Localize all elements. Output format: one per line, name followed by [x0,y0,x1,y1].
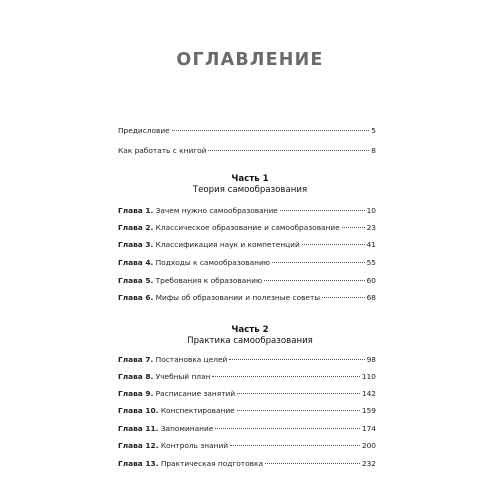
chapter-page: 110 [361,372,376,381]
chapter-number: Глава 6. [118,293,154,302]
chapter-number: Глава 13. [118,459,159,468]
chapter-page: 200 [361,441,376,450]
dot-leader [212,376,360,377]
chapter-page: 10 [366,206,376,215]
chapter-page: 23 [366,223,376,232]
chapter-number: Глава 1. [118,206,154,215]
dot-leader [172,130,370,131]
dot-leader [229,359,364,360]
toc-entry-how-to-use [118,146,376,156]
chapter-page: 159 [361,406,376,415]
toc-chapter-3 [118,240,376,250]
chapter-title: Подходы к самообразованию [155,258,271,267]
part-1-heading: Часть 1 [231,174,269,184]
chapter-title: Запоминание [160,424,214,433]
chapter-number: Глава 3. [118,240,154,249]
chapter-number: Глава 2. [118,223,154,232]
dot-leader [208,150,369,151]
chapter-title: Постановка целей [155,355,228,364]
toc-entry-label: Предисловие [118,126,170,135]
toc-chapter-11 [118,424,376,434]
chapter-page: 41 [366,240,376,249]
toc-chapter-8 [118,372,376,382]
chapter-page: 68 [366,293,376,302]
dot-leader [322,297,365,298]
chapter-title: Контроль знаний [160,441,229,450]
chapter-page: 60 [366,276,376,285]
chapter-title: Требования к образованию [155,276,263,285]
part-2-subtitle: Практика самообразования [187,336,313,346]
chapter-title: Расписание занятий [155,389,236,398]
toc-chapter-4 [118,258,376,268]
dot-leader [342,227,365,228]
chapter-page: 55 [366,258,376,267]
dot-leader [237,393,360,394]
toc-chapter-2 [118,223,376,233]
chapter-number: Глава 4. [118,258,154,267]
chapter-title: Зачем нужно самообразование [155,206,278,215]
toc-chapter-1 [118,206,376,216]
chapter-page: 98 [366,355,376,364]
chapter-number: Глава 12. [118,441,159,450]
chapter-number: Глава 11. [118,424,159,433]
dot-leader [215,428,360,429]
chapter-title: Учебный план [155,372,211,381]
toc-chapter-10 [118,406,376,416]
dot-leader [272,262,365,263]
chapter-number: Глава 5. [118,276,154,285]
part-2-heading: Часть 2 [231,325,269,335]
toc-chapter-9 [118,389,376,399]
toc-entry-label: Как работать с книгой [118,146,207,155]
chapter-page: 142 [361,389,376,398]
chapter-title: Мифы об образовании и полезные советы [155,293,321,302]
chapter-page: 174 [361,424,376,433]
part-1-subtitle: Теория самообразования [192,185,308,195]
toc-chapter-7 [118,355,376,365]
chapter-title: Классическое образование и самообразование [155,223,340,232]
dot-leader [265,463,360,464]
dot-leader [230,445,360,446]
chapter-page: 232 [361,459,376,468]
chapter-title: Конспектирование [160,406,235,415]
dot-leader [302,244,365,245]
chapter-number: Глава 10. [118,406,159,415]
page-title: ОГЛАВЛЕНИЕ [176,50,324,70]
toc-entry-page: 8 [371,146,376,155]
toc-entry-preface [118,126,376,136]
toc-chapter-12 [118,441,376,451]
chapter-number: Глава 7. [118,355,154,364]
dot-leader [237,410,360,411]
chapter-title: Классификация наук и компетенций [155,240,300,249]
toc-chapter-6 [118,293,376,303]
chapter-number: Глава 9. [118,389,154,398]
toc-chapter-5 [118,276,376,286]
dot-leader [264,280,364,281]
toc-chapter-13 [118,459,376,469]
dot-leader [280,210,365,211]
chapter-title: Практическая подготовка [160,459,263,468]
chapter-number: Глава 8. [118,372,154,381]
toc-entry-page: 5 [371,126,376,135]
